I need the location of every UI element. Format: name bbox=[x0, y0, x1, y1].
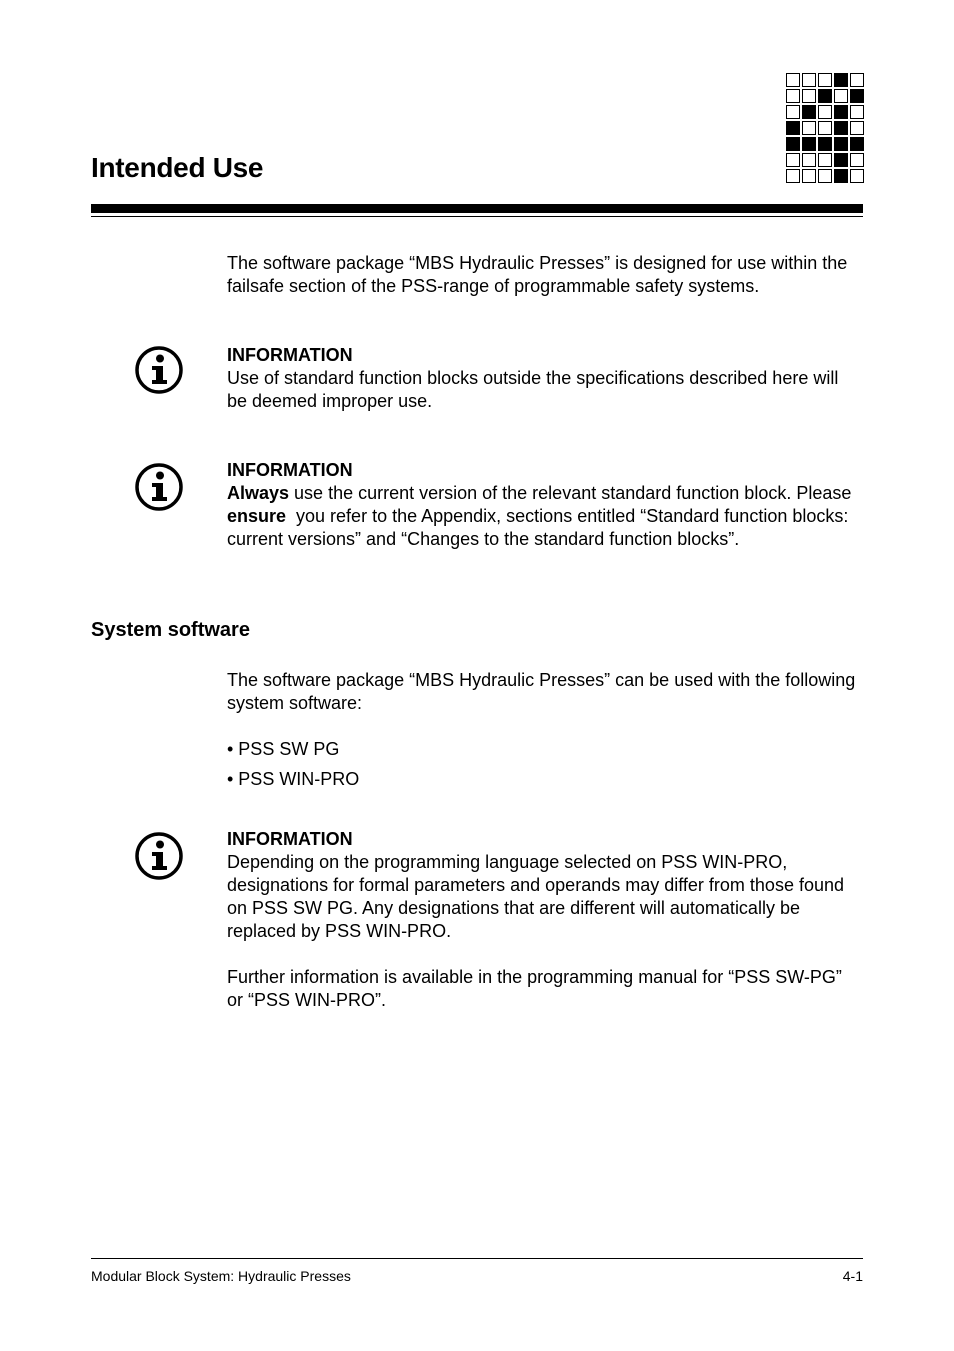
page-number: 4-1 bbox=[842, 1268, 863, 1284]
emphasis-always: Always bbox=[227, 483, 290, 503]
list-item: • PSS WIN-PRO bbox=[227, 769, 360, 789]
footer-document-title: Modular Block System: Hydraulic Presses bbox=[91, 1268, 351, 1284]
info-further-text: Further information is available in the programming manual for “PSS SW-PG” or “PSS WIN-PRO”. bbox=[227, 967, 842, 1010]
system-software-intro: The software package “MBS Hydraulic Presses” can be used with the following system software: bbox=[227, 670, 856, 713]
list-item: • PSS SW PG bbox=[227, 739, 340, 759]
footer-rule bbox=[91, 1258, 863, 1259]
info-block-3 bbox=[227, 828, 857, 943]
info-text-a: use the current version of the relevant standard function block. Please bbox=[289, 483, 852, 503]
info-heading: INFORMATION bbox=[227, 460, 353, 480]
intro-paragraph: The software package “MBS Hydraulic Presses” is designed for use within the failsafe section of the PSS-range of programmable safety systems. bbox=[227, 253, 848, 296]
info-block-2 bbox=[227, 459, 857, 551]
section-heading: System software bbox=[91, 619, 250, 641]
info-block-1 bbox=[227, 344, 857, 413]
info-heading: INFORMATION bbox=[227, 829, 353, 849]
info-text-b: you refer to the Appendix, sections entitled “Standard function blocks: current versions” and “Changes to the standard function blocks”. bbox=[227, 506, 854, 549]
header-rule-thick bbox=[91, 204, 863, 213]
info-text: Use of standard function blocks outside the specifications described here will be deemed improper use. bbox=[227, 368, 839, 411]
information-icon bbox=[134, 831, 184, 881]
pilz-logo-grid bbox=[786, 73, 864, 183]
info-heading: INFORMATION bbox=[227, 345, 353, 365]
information-icon bbox=[134, 345, 184, 395]
information-icon bbox=[134, 462, 184, 512]
page-title: Intended Use bbox=[91, 152, 264, 183]
header-rule-thin bbox=[91, 216, 863, 217]
emphasis-ensure: ensure bbox=[227, 506, 287, 526]
info-text: Depending on the programming language selected on PSS WIN-PRO, designations for formal parameters and operands may differ from those found on PSS SW PG. Any designations that are different will automatically be replaced by PSS WIN-PRO. bbox=[227, 852, 845, 941]
